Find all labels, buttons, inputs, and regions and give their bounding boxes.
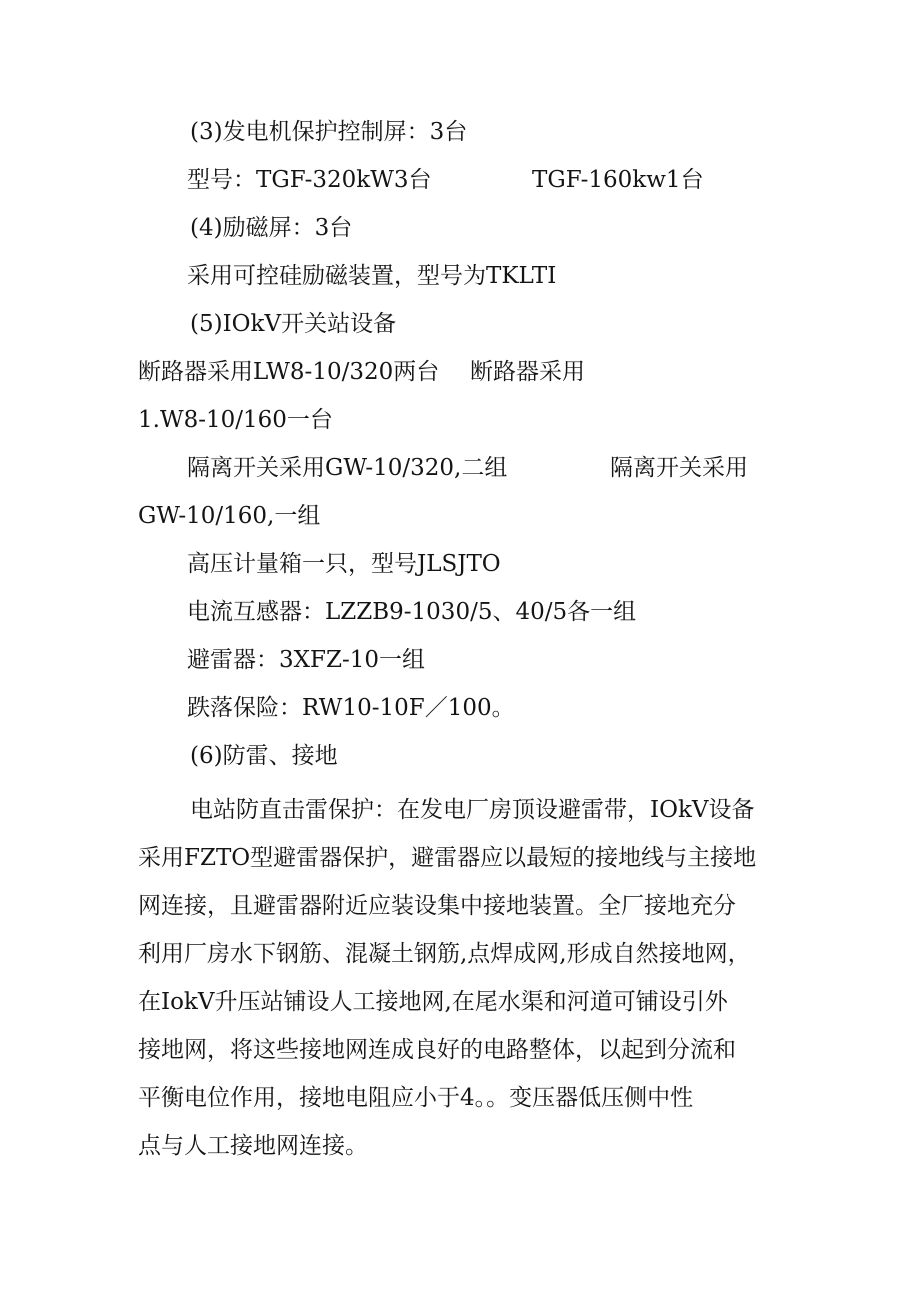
section-6-heading: (6)防雷、接地 xyxy=(190,743,338,769)
paragraph-line: 采用FZTO型避雷器保护，避雷器应以最短的接地线与主接地 xyxy=(138,845,757,871)
paragraph-line: 平衡电位作用，接地电阻应小于4。。变压器低压侧中性 xyxy=(138,1085,694,1111)
breaker-line-left: 断路器采用LW8-10/320两台 xyxy=(138,359,440,385)
breaker-line-right: 断路器采用 xyxy=(470,359,585,385)
paragraph-line: 接地网，将这些接地网连成良好的电路整体，以起到分流和 xyxy=(138,1037,736,1063)
drop-fuse-line: 跌落保险：RW10-10F／100。 xyxy=(187,695,515,721)
section-3-heading: (3)发电机保护控制屏：3台 xyxy=(190,119,468,145)
paragraph-line: 点与人工接地网连接。 xyxy=(138,1133,368,1159)
metering-box-line: 高压计量箱一只，型号JLSJTO xyxy=(187,551,501,577)
section-4-heading: (4)励磁屏：3台 xyxy=(190,215,353,241)
excitation-line: 采用可控硅励磁装置，型号为TKLTI xyxy=(187,263,557,289)
lightning-grounding-paragraph xyxy=(138,786,798,1170)
arrester-line: 避雷器：3XFZ-10一组 xyxy=(187,647,425,673)
paragraph-line: 电站防直击雷保护：在发电厂房顶设避雷带，IOkV设备 xyxy=(190,797,755,823)
model-line-left: 型号：TGF-320kW3台 xyxy=(187,167,432,193)
breaker-line-continued: 1.W8-10/160一台 xyxy=(138,407,333,433)
isolator-line-continued: GW-10/160,一组 xyxy=(138,503,321,529)
isolator-line-right: 隔离开关采用 xyxy=(610,455,748,481)
model-line-right: TGF-160kw1台 xyxy=(532,167,704,193)
paragraph-line: 网连接，且避雷器附近应装设集中接地装置。全厂接地充分 xyxy=(138,893,736,919)
current-transformer-line: 电流互感器：LZZB9-1030/5、40/5各一组 xyxy=(187,599,637,625)
paragraph-line: 在IokV升压站铺设人工接地网,在尾水渠和河道可铺设引外 xyxy=(138,989,728,1015)
section-5-heading: (5)IOkV开关站设备 xyxy=(190,311,397,337)
paragraph-line: 利用厂房水下钢筋、混凝土钢筋,点焊成网,形成自然接地网， xyxy=(138,941,751,967)
isolator-line-left: 隔离开关采用GW-10/320,二组 xyxy=(187,455,508,481)
